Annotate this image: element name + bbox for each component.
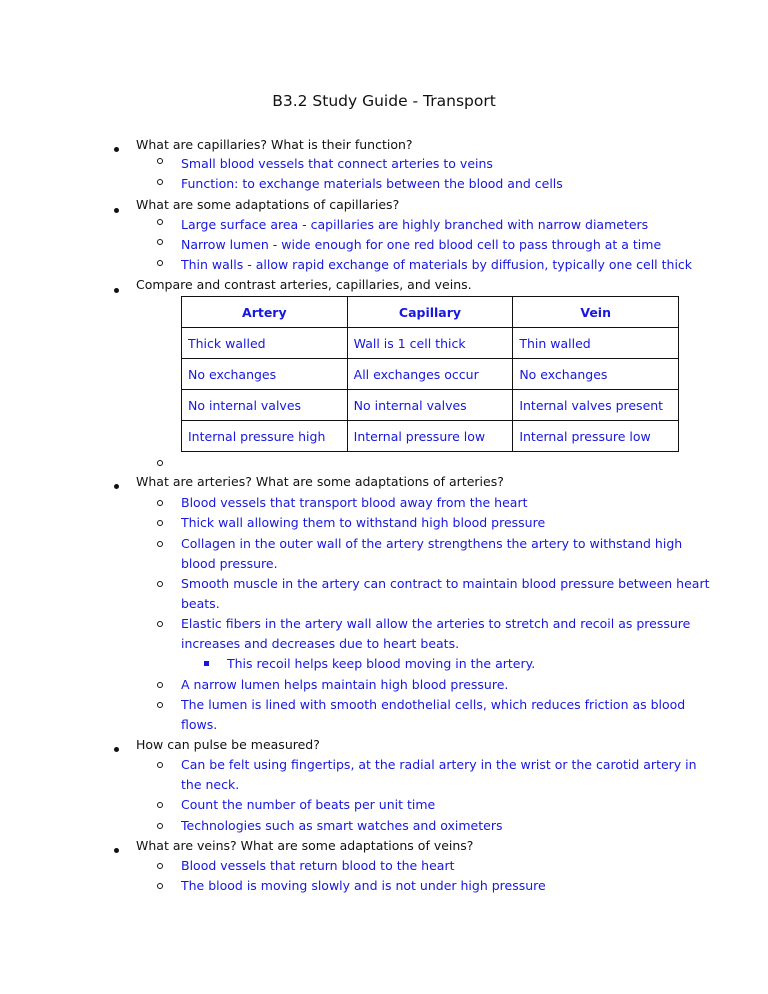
sub-bullet xyxy=(157,823,163,829)
sub-bullet xyxy=(157,702,163,708)
sub-bullet xyxy=(157,802,163,808)
table-cell: Thick walled xyxy=(182,328,348,359)
sub-bullet xyxy=(157,541,163,547)
question-arteries: What are arteries? What are some adaptations of arteries? xyxy=(136,474,504,489)
answer-line-continued: flows. xyxy=(181,717,218,732)
table-cell: Internal pressure low xyxy=(513,421,679,452)
table-row xyxy=(182,359,679,390)
answer-line: Large surface area - capillaries are highly branched with narrow diameters xyxy=(181,217,649,232)
table-cell: Internal pressure low xyxy=(347,421,513,452)
sub-bullet xyxy=(157,460,163,466)
sub-bullet xyxy=(157,158,163,164)
answer-line-continued: beats. xyxy=(181,596,220,611)
table-cell: No exchanges xyxy=(182,359,348,390)
table-cell: No exchanges xyxy=(513,359,679,390)
sub-sub-bullet xyxy=(204,661,209,666)
sub-bullet xyxy=(157,179,163,185)
sub-bullet xyxy=(157,883,163,889)
answer-line: Blood vessels that return blood to the heart xyxy=(181,858,455,873)
answer-line: Collagen in the outer wall of the artery strengthens the artery to withstand high xyxy=(181,536,683,551)
bullet xyxy=(114,848,119,853)
bullet xyxy=(114,147,119,152)
page-title: B3.2 Study Guide - Transport xyxy=(272,92,496,110)
bullet xyxy=(114,288,119,293)
sub-bullet xyxy=(157,219,163,225)
table-cell: No internal valves xyxy=(182,390,348,421)
table-header: Artery xyxy=(182,297,348,328)
sub-bullet xyxy=(157,762,163,768)
answer-line-continued: the neck. xyxy=(181,777,240,792)
answer-line: The blood is moving slowly and is not under high pressure xyxy=(181,878,546,893)
answer-line: Elastic fibers in the artery wall allow the arteries to stretch and recoil as pressure xyxy=(181,616,691,631)
answer-line-continued: blood pressure. xyxy=(181,556,278,571)
bullet xyxy=(114,747,119,752)
bullet xyxy=(114,208,119,213)
table-row xyxy=(182,421,679,452)
answer-line: Can be felt using fingertips, at the radial artery in the wrist or the carotid artery in xyxy=(181,757,697,772)
table-cell: Internal pressure high xyxy=(182,421,348,452)
bullet xyxy=(114,484,119,489)
table-header: Capillary xyxy=(347,297,513,328)
comparison-table xyxy=(181,296,679,452)
answer-line: The lumen is lined with smooth endothelial cells, which reduces friction as blood xyxy=(181,697,686,712)
table-cell: Internal valves present xyxy=(513,390,679,421)
table-cell: Thin walled xyxy=(513,328,679,359)
question-capillaries: What are capillaries? What is their function? xyxy=(136,137,413,152)
question-compare: Compare and contrast arteries, capillaries, and veins. xyxy=(136,277,472,292)
sub-bullet xyxy=(157,260,163,266)
sub-bullet xyxy=(157,520,163,526)
answer-line: Thick wall allowing them to withstand high blood pressure xyxy=(181,515,546,530)
sub-bullet xyxy=(157,682,163,688)
answer-line: This recoil helps keep blood moving in the artery. xyxy=(227,656,536,671)
answer-line: Blood vessels that transport blood away from the heart xyxy=(181,495,528,510)
sub-bullet xyxy=(157,500,163,506)
answer-line: Technologies such as smart watches and oximeters xyxy=(181,818,503,833)
answer-line: Small blood vessels that connect arteries to veins xyxy=(181,156,493,171)
answer-line: Narrow lumen - wide enough for one red blood cell to pass through at a time xyxy=(181,237,662,252)
sub-bullet xyxy=(157,621,163,627)
sub-bullet xyxy=(157,863,163,869)
table-header: Vein xyxy=(513,297,679,328)
question-pulse: How can pulse be measured? xyxy=(136,737,320,752)
table-row xyxy=(182,390,679,421)
sub-bullet xyxy=(157,581,163,587)
answer-line: Thin walls - allow rapid exchange of materials by diffusion, typically one cell thick xyxy=(181,257,693,272)
question-capillary-adaptations: What are some adaptations of capillaries? xyxy=(136,197,400,212)
table-cell: Wall is 1 cell thick xyxy=(347,328,513,359)
answer-line: Count the number of beats per unit time xyxy=(181,797,436,812)
question-veins: What are veins? What are some adaptations of veins? xyxy=(136,838,474,853)
answer-line: Smooth muscle in the artery can contract to maintain blood pressure between heart xyxy=(181,576,710,591)
answer-line-continued: increases and decreases due to heart beats. xyxy=(181,636,460,651)
answer-line: A narrow lumen helps maintain high blood pressure. xyxy=(181,677,509,692)
table-row xyxy=(182,328,679,359)
sub-bullet xyxy=(157,239,163,245)
table-cell: No internal valves xyxy=(347,390,513,421)
answer-line: Function: to exchange materials between the blood and cells xyxy=(181,176,563,191)
table-cell: All exchanges occur xyxy=(347,359,513,390)
